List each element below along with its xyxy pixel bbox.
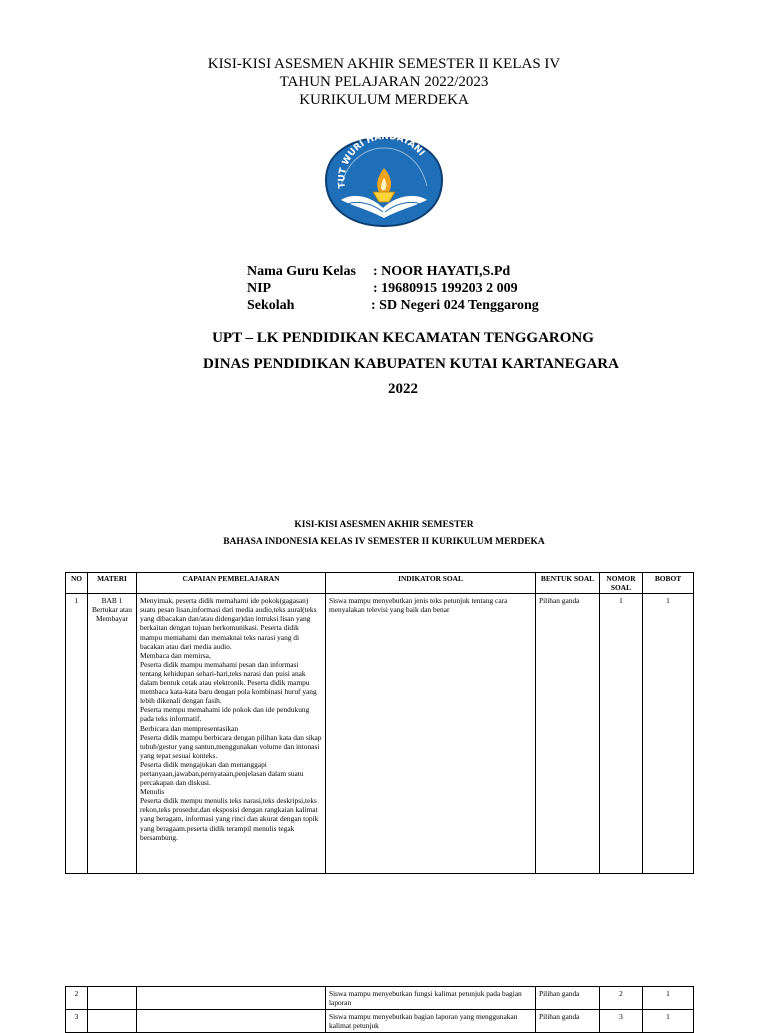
- kisi-subtitle: BAHASA INDONESIA KELAS IV SEMESTER II KURIKULUM MERDEKA: [223, 537, 545, 547]
- capaian-line: Peserta didik mampu memahami pesan dan informasi tentang kehidupan sehari-hari,teks narasi dan puisi anak dalam bentuk cetak atau elektronik. Peserta didik mampu membaca kata-kata baru dengan pola kombinasi huruf yang lebih dikenali dengan fasih.: [140, 659, 317, 706]
- row1-indikator: Siswa mampu menyebutkan jenis teks petunjuk tentang cara menyalakan televisi yang baik dan benar: [326, 594, 536, 874]
- nip-label: NIP: [247, 281, 272, 296]
- capaian-line: Peserta didik mampu berbicara dengan pilihan kata dan sikap tubuh/gestur yang santun,menggunakan volume dan intonasi yang tepat sesuai konteks.: [140, 732, 322, 760]
- header-materi: MATERI: [88, 573, 137, 594]
- header-indikator: INDIKATOR SOAL: [326, 573, 536, 594]
- sekolah-label: Sekolah: [247, 298, 295, 313]
- capaian-line: Membaca dan memirsa,: [140, 650, 211, 660]
- nip-value: : 19680915 199203 2 009: [373, 281, 518, 296]
- sekolah-row: [247, 297, 539, 314]
- row2-materi: [88, 987, 137, 1010]
- table-row: [66, 1010, 694, 1033]
- header-bobot: BOBOT: [643, 573, 694, 594]
- row2-capaian: [137, 987, 326, 1010]
- cover-title-line1: KISI-KISI ASESMEN AKHIR SEMESTER II KELAS IV: [207, 56, 561, 72]
- header-capaian: CAPAIAN PEMBELAJARAN: [137, 573, 326, 594]
- capaian-line: Peserta didik mempu menulis teks narasi,teks deskripsi,teks rekon,teks prosedur,dan eksposisi dengan rangkaian kalimat yang beragam, informasi yang rinci dan akurat dengan topik yang beragaam.peserta didik terampil menulis tegak bersambung.: [140, 796, 319, 842]
- header-no: NO: [66, 573, 88, 594]
- table-row: [66, 987, 694, 1010]
- upt-line: UPT – LK PENDIDIKAN KECAMATAN TENGGARONG: [212, 330, 594, 346]
- teacher-info: [247, 263, 539, 314]
- row3-nomor: 3: [600, 1010, 643, 1033]
- row1-capaian: [137, 594, 326, 874]
- logo-arc-text: TUT WURI HANDAYANI: [337, 131, 427, 189]
- kisi-title: KISI-KISI ASESMEN AKHIR SEMESTER: [294, 520, 474, 530]
- table-header-row: [66, 573, 694, 594]
- kisi-table: [65, 572, 694, 874]
- cover-title-block: [0, 55, 768, 109]
- row2-indikator: Siswa mampu menyebutkan fungsi kalimat petunjuk pada bagian laporan: [326, 987, 536, 1010]
- guru-value: : NOOR HAYATI,S.Pd: [373, 264, 511, 279]
- row1-bobot: 1: [643, 594, 694, 874]
- row1-no: 1: [66, 594, 88, 874]
- capaian-line: Berbicara dan mempresentasikan: [140, 723, 239, 733]
- cover-title-line2: TAHUN PELAJARAN 2022/2023: [279, 74, 489, 90]
- row3-capaian: [137, 1010, 326, 1033]
- header-nomor: NOMOR SOAL: [600, 573, 643, 594]
- row3-bobot: 1: [643, 1010, 694, 1033]
- capaian-line: Menyimak, peserta didik memahami ide pokok(gagasan) suatu pesan lisan,informasi dari media audio,teks aural(teks yang dibacakan dan/atau didengar)dan intruksi lisan yang berkaitan dengan tujuan berkomunikasi. Peserta didik mampu memahami dan memaknai teks narasi yang di bacakan atau dari media audio.: [140, 596, 317, 651]
- dinas-line: DINAS PENDIDIKAN KABUPATEN KUTAI KARTANEGARA: [203, 356, 619, 372]
- guru-row: [247, 263, 539, 280]
- sekolah-value: : SD Negeri 024 Tenggarong: [371, 298, 539, 313]
- row1-bentuk: Pilihan ganda: [536, 594, 600, 874]
- kisi-table-continued: [65, 986, 694, 1033]
- year-line: 2022: [388, 381, 418, 397]
- row1-materi: BAB 1 Bertukar atau Membayar: [88, 594, 137, 874]
- tut-wuri-handayani-logo: [323, 130, 445, 230]
- capaian-line: Peserta didik mengajukan dan menanggapi pertanyaan,jawaban,pernyataan,penjelasan dalam suatu percakapan dan diskusi.: [140, 759, 304, 788]
- capaian-line: Peserta mempu memahami ide pokok dan ide pendukung pada teks informatif.: [140, 705, 310, 724]
- guru-label: Nama Guru Kelas: [247, 264, 356, 279]
- table-row: [66, 594, 694, 874]
- header-bentuk: BENTUK SOAL: [536, 573, 600, 594]
- row1-nomor: 1: [600, 594, 643, 874]
- row3-indikator: Siswa mampu menyebutkan bagian laporan yang menggunakan kalimat petunjuk: [326, 1010, 536, 1033]
- row2-bentuk: Pilihan ganda: [536, 987, 600, 1010]
- row3-bentuk: Pilihan ganda: [536, 1010, 600, 1033]
- capaian-line: Menulis: [140, 787, 165, 797]
- nip-row: [247, 280, 539, 297]
- row3-no: 3: [66, 1010, 88, 1033]
- row2-bobot: 1: [643, 987, 694, 1010]
- row2-nomor: 2: [600, 987, 643, 1010]
- row3-materi: [88, 1010, 137, 1033]
- row2-no: 2: [66, 987, 88, 1010]
- cover-title-line3: KURIKULUM MERDEKA: [299, 92, 469, 108]
